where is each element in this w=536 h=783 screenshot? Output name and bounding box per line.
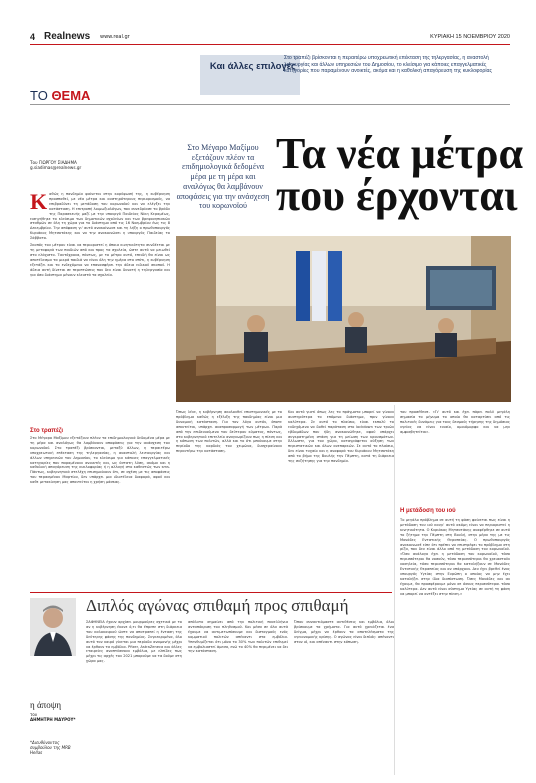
opinion-column-2-text: απόλυτο σημαίνει από την πολιτική πανελλήνια ανταπόκριση του πληθυσμού. Και μέσα σε όλα αυτά έχουμε να αντιμετωπίσουμε και δισταγμούς ενός κομματιού πολιτών απέναντι στα εμβόλια. Υπενθυμίζεται ότι μόνο το 30% των πολιτών επιθυμεί να εμβολιαστεί άμεσα, ενώ το 40% θα περιμένει να δει την κατάσταση. xyxy=(188,620,288,654)
page-number: 4 xyxy=(30,32,36,42)
opinion-column-3-text: Όπου συναντιόμαστε αντιθέσεις και εμβόλια, όλοι βρίσκουμε τα χρήματα. Για αυτό χρειάζεται ένα δείγμα, μέχρι να έρθουν τα αποτελέσματα της υγειονομικής κρίσης. Ο αγώνας είναι διπλός: απέναντι στον ιό, και απέναντι στην κόπωση. xyxy=(294,620,394,644)
lead-paragraph-2: Σκοπός του μέτρου είναι να περιοριστεί η όποια κινητικότητα συνδέεται με τη μεταφορά των παιδιών από και προς τα σχολεία, ώστε αυτό να μειωθεί στο ελάχιστο. Ταυτόχρονα, πάντως, με το μέτρο αυτό, επειδή θα είναι ως αποτέλεσμα τα μικρά παιδιά να είναι όλη την ημέρα στο σπίτι, η κυβέρνηση εξετάζει και το ενδεχόμενο να επανασφέρει την άδεια ειδικού σκοπού. Η άδεια αυτή δίνεται σε περιπτώσεις που δεν είναι δυνατή η τηλεργασία και για όσο διάστημα μένουν κλειστά τα σχολεία. xyxy=(30,243,170,277)
article-column-4 xyxy=(400,410,510,505)
opinion-column-2 xyxy=(188,620,288,770)
column-divider xyxy=(394,405,395,775)
newspaper-logo: Realnews xyxy=(44,31,91,42)
section-label-main: ΘΕΜΑ xyxy=(51,88,91,103)
opinion-column-1 xyxy=(86,620,182,770)
banner-title: Και άλλες επιλογές xyxy=(209,61,296,72)
drop-cap: Κ xyxy=(30,192,48,214)
top-banner xyxy=(30,52,510,104)
opinion-author: ΔΗΜΗΤΡΗ ΜΑΥΡΟΥ* xyxy=(30,717,76,722)
left-section2-text: Στο Μέγαρο Μαξίμου εξετάζουν πλέον τα επιδημιολογικά δεδομένα μέρα με τη μέρα και αναλόγως θα λαμβάνουν αποφάσεις για την ανάσχεση του κορωνοϊού. Στο τραπέζι βρίσκονται, μεταξύ άλλων, η περαιτέρω υποχρεωτική επέκταση της τηλεργασίας, η αναστολή λειτουργίας και άλλων υπηρεσιών του Δημοσίου, το κλείσιμο για κάποιες επαγγελματικές κατηγορίες που παραμένουν ανοικτές και, ως ύστατη λύση, ακόμα και η καθολική απαγόρευση της κυκλοφορίας ή η αλλαγή στο καθεστώς των sms. Πάντως, κυβερνητικά στελέχη επισημαίνουν ότι, σε σχέση με τις αποφάσεις του περασμένου Μαρτίου, δεν υπάρχει μια ιδιοτέλεια διαφορά, αφού και καθε μετακίνηση μας απαιτείται η χρήση μάσκας. xyxy=(30,436,170,485)
article-column-5-text: Το μεγάλο πρόβλημα σε αυτή τη φάση φαίνεται πως είναι η μετάδοση του ιού καιγι' αυτό ακόμη είναι να περιοριστεί η κινητικότητα. Ο Κυριάκος Μητσοτάκης αναφέρθηκε σε αυτό το ζήτημα την Πέμπτη στη Βουλή, στην μέρα της με τις Μονάδες Εντατικής Θεραπείας. Ο πρωθυπουργός ανακοινωσέ είπε ότι πρέπει να επιστρέφει το πρόβλημα στη ρίζα, που δεν είναι άλλο από τη μετάδοση του κορωνοϊού. «Όσο ανάλογο έχει η μετάδοση του κορωνοϊού, τόσο περισσότεροι θα νοσούν, τόσο περισσότεροι θα χρειαστούν νοσηλεία, τόσο περισσότεροι θα καταλήξουν σε Μονάδες Εντατικής Θεραπείας και αν υπάρχουν. Δεν έχει βρεθεί ένας υπουργός Υγείας στην Ευρώπη ο οποίος να μην έχει καταλήξει στην ίδια διαπίστωση. Όσες Μονάδες και αν έχουμε, θα προσφέρουμε μόνο σε όσους περισσότεροι τόσο καλύτερα. Δεν αυτό είναι σύστημα Υγείας σε αυτή τη φάση να μπορεί να αντέξει στην πίεση.» xyxy=(400,518,510,596)
article-column-3 xyxy=(288,410,394,582)
section-label xyxy=(30,88,90,103)
meeting-photo xyxy=(176,236,511,402)
meeting-photo-image xyxy=(176,236,511,402)
opinion-author-role: *Διευθύνοντος συμβούλου της MRB Hellas xyxy=(30,740,71,755)
left-column-section2 xyxy=(30,436,170,581)
article-column-4-text: του προσέθεσε. «Γι' αυτό και έχει πάρει πολύ μεγάλη σημασία το μήνυμα το οποίο θα καταρτίσει από τις πολιτικές δυνάμεις για τους δεσμούς τήρησης της δημόσιας υγείας να είναι ενιαίο, ομοιόμορφο και να μην αμφισβητείται». xyxy=(400,410,510,434)
article-column-2 xyxy=(176,410,282,582)
opinion-author-prefix: του xyxy=(30,712,38,717)
page-header xyxy=(30,32,510,45)
headline: Τα νέα μέτρα που έρχονται xyxy=(276,129,524,220)
opinion-column-3 xyxy=(294,620,394,770)
lead-paragraph-1: αθώς η πανδημία φαίνεται στην κορύφωσή της, η κυβέρνηση προσπαθεί, με νέα μέτρα και αυστηρότερους περιορισμούς, να επιβραδύνει τη μετάδοση του κορωνοϊού και να ελέγξει την κατάσταση. Η επιτροπή λοιμωξιολόγων, που συνεδρίασε το βράδυ της Παρασκευής μαζί με την υπουργό Παιδείας Νίκη Κεραμέως, εισηγήθηκε το κλείσιμο των δημοτικών σχολείων και των βρεφονηπιακών σταθμών σε όλη τη χώρα για το διάστημα από τις 16 Νοεμβρίου έως τις 8 Δεκεμβρίου. Την απόφαση γι' αυτό ανακοίνωσε και τη λήξη ο πρωθυπουργός Κυριάκος Μητσοτάκης και να την ανακοινώσει η υπουργός Παιδείας το Σάββατο. xyxy=(30,192,170,241)
author-portrait-image xyxy=(30,598,76,656)
subhead-table: Στο τραπέζι xyxy=(30,428,64,434)
author-portrait xyxy=(30,598,76,656)
byline xyxy=(30,160,81,170)
opinion-label: η άποψη xyxy=(30,700,62,710)
article-column-2-text: Όπως λένε, η κυβέρνηση ακολουθεί επιστημονικές με το πρόβλημα καθώς η εξέλιξη της πανδημίας είναι μια δυναμική κατάσταση. Για τον λόγο αυτόν, όποτε απαιτείται, υπάρχει αναπροσαρμογή των μέτρων. Παρά από την επιδεινούμενο του δεύτερου κύματος, πάντως, στο κυβερνητικό επιτελείο αναγνωρίζουν πως η πίεση και η κόπωση των πολιτών, αλλά και το ότι μπαίνουμε στην περίοδο της καρδιάς του χειμώνα, δυσχεραίνουν περαιτέρω την κατάσταση. xyxy=(176,410,282,454)
article-column-5 xyxy=(400,518,510,766)
subhead-transmission: Η μετάδοση του ιού xyxy=(400,508,456,514)
opinion-column-1-text: ΣΑΦΗΝΕΙΑ έχουν αρχίσει μουρμούρες σχετικά με το αν η κυβέρνηση έκανε ό,τι θα έπρεπε στη διάρκεια του καλοκαιριού ώστε να αποτραπεί η ένταση της δεύτερης φάσης της πανδημίας. Συγκεκριμένα, όλο αυτό τον καιρό γίνεται μια περίοδο αναμονής μέχρι να έρθουν τα εμβόλια. Pfizer, AstraZeneca και άλλες εταιρείες αναπτύσσουν εμβόλια, με ελπίδες πως μέχρι τις αρχές του 2021 μπορούμε να τα δούμε στη χώρα μας. xyxy=(86,620,182,664)
article-column-3-text: Και αυτό γιατί όπως λες το πράγματα μπορεί να γίνουν αυστηρότερα το επόμενο διάστημα, πριν γίνουν καλύτερα. Σε αυτό το πλαίσιο, είναι εκπολύ το ενδεχόμενο να δοθεί παράταση στο lockdown των τριών εβδομάδων που ήδη ανακοινώθηκε, αφού υπάρχει συγκρατημένη στάση για τη μείωση των κρουσμάτων. Άλλωστε, για τον χώρο, καταγράφεται αύξηση των περιστατικών και όλων ανεπαρκών. Σε αυτό το πλαίσιο, δεν είναι τυχαίο και η αναφορά του Κυριάκου Μητσοτάκη από το βήμα της Βουλής την Πέμπτη, κατά τη διάρκεια της συζήτησης για την πανδημία. xyxy=(288,410,394,464)
section-label-prefix: ΤΟ xyxy=(30,88,52,103)
banner-text: Στο τραπέζι βρίσκονται η περαιτέρω υποχρεωτική επέκταση της τηλεργασίας, η αναστολή λειτουργίας και άλλων υπηρεσιών του Δημοσίου, το κλείσιμο για κάποιες επαγγελματικές κατηγορίες που παραμένουν ανοικτές, ακόμα και η καθολική απαγόρευση της κυκλοφορίας xyxy=(284,55,492,75)
newspaper-url: www.real.gr xyxy=(100,34,130,40)
byline-email: g.siadimas@realnews.gr xyxy=(30,165,82,171)
headline-subtitle: Στο Μέγαρο Μαξίμου εξετάζουν πλέον τα επιδημιολογικά δεδομένα μέρα με τη μέρα και αναλόγως θα λαμβάνουν αποφάσεις για την ανάσχεση του κορωνοϊού xyxy=(176,143,270,211)
issue-date: ΚΥΡΙΑΚΗ 15 ΝΟΕΜΒΡΙΟΥ 2020 xyxy=(430,34,510,40)
opinion-title: Διπλός αγώνας σπιθαμή προς σπιθαμή xyxy=(86,596,349,615)
lead-article-column xyxy=(30,192,170,424)
opinion-byline xyxy=(30,712,75,722)
byline-author: Του ΓΙΩΡΓΟΥ ΣΙΑΔΗΜΑ xyxy=(30,160,77,165)
opinion-top-rule xyxy=(30,592,392,593)
section-divider xyxy=(30,104,510,105)
